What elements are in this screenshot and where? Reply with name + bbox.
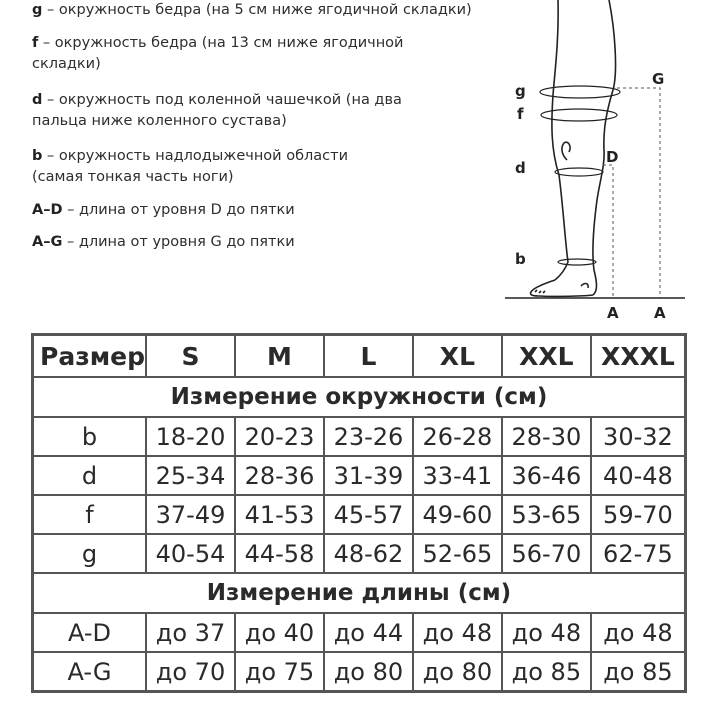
table-cell: 59-70: [591, 495, 686, 534]
legend-d: [32, 90, 402, 132]
table-cell: 20-23: [235, 417, 324, 456]
table-cell: 28-30: [502, 417, 591, 456]
table-cell: 36-46: [502, 456, 591, 495]
leg-diagram: [505, 0, 720, 325]
legend-key: A–D: [32, 202, 63, 218]
row-label: f: [33, 495, 147, 534]
legend-text-cont: пальца ниже коленного сустава): [32, 113, 287, 129]
table-cell: 53-65: [502, 495, 591, 534]
ring-b: [558, 259, 596, 265]
leg-outline: [530, 0, 615, 296]
ring-d: [555, 168, 603, 176]
diagram-labels: [515, 70, 666, 322]
guide-lines: [603, 88, 660, 298]
row-label: g: [33, 534, 147, 573]
table-cell: 31-39: [324, 456, 413, 495]
table-cell: до 37: [146, 613, 235, 652]
row-label: A-G: [33, 652, 147, 692]
legend-text: – длина от уровня G до пятки: [66, 234, 295, 250]
table-cell: 48-62: [324, 534, 413, 573]
table-cell: 26-28: [413, 417, 502, 456]
legend-g: [32, 0, 472, 21]
header-cell: L: [324, 335, 413, 378]
table-row: [33, 417, 686, 456]
size-table: [31, 333, 687, 693]
table-cell: до 70: [146, 652, 235, 692]
table-cell: до 40: [235, 613, 324, 652]
table-cell: 33-41: [413, 456, 502, 495]
table-cell: до 48: [413, 613, 502, 652]
label-A2: A: [654, 304, 666, 322]
table-cell: 45-57: [324, 495, 413, 534]
legend-text: – окружность надлодыжечной области: [47, 148, 349, 164]
legend-key: g: [32, 2, 43, 18]
table-row: [33, 456, 686, 495]
legend-ad: [32, 200, 295, 221]
header-cell: XL: [413, 335, 502, 378]
table-cell: 28-36: [235, 456, 324, 495]
label-f: f: [517, 105, 524, 123]
table-cell: 52-65: [413, 534, 502, 573]
table-cell: 30-32: [591, 417, 686, 456]
legend-key: A–G: [32, 234, 63, 250]
section-title-length: Измерение длины (см): [33, 573, 686, 613]
label-d: d: [515, 159, 526, 177]
legend-text: – длина от уровня D до пятки: [67, 202, 295, 218]
legend-b: [32, 146, 348, 188]
table-cell: до 85: [502, 652, 591, 692]
row-label: b: [33, 417, 147, 456]
table-cell: 25-34: [146, 456, 235, 495]
table-cell: до 48: [591, 613, 686, 652]
label-b: b: [515, 250, 526, 268]
header-cell: Размер: [33, 335, 147, 378]
header-cell: S: [146, 335, 235, 378]
row-label: d: [33, 456, 147, 495]
table-cell: до 44: [324, 613, 413, 652]
table-cell: 56-70: [502, 534, 591, 573]
legend-key: d: [32, 92, 43, 108]
table-cell: 37-49: [146, 495, 235, 534]
table-header-row: [33, 335, 686, 378]
table-row: [33, 534, 686, 573]
label-A1: A: [607, 304, 619, 322]
legend-f: [32, 33, 403, 75]
table-cell: до 75: [235, 652, 324, 692]
table-cell: 23-26: [324, 417, 413, 456]
legend-text: – окружность бедра (на 5 см ниже ягодичной складки): [47, 2, 472, 18]
legend-ag: [32, 232, 295, 253]
table-cell: 41-53: [235, 495, 324, 534]
label-D: D: [606, 148, 619, 166]
table-row: [33, 495, 686, 534]
table-cell: до 80: [324, 652, 413, 692]
table-cell: до 85: [591, 652, 686, 692]
table-cell: до 80: [413, 652, 502, 692]
legend-text-cont: складки): [32, 56, 101, 72]
section-row: [33, 377, 686, 417]
table-cell: 44-58: [235, 534, 324, 573]
legend-key: b: [32, 148, 43, 164]
header-cell: XXXL: [591, 335, 686, 378]
section-row: [33, 573, 686, 613]
table-row: [33, 613, 686, 652]
header-cell: XXL: [502, 335, 591, 378]
label-G: G: [652, 70, 665, 88]
table-cell: 40-48: [591, 456, 686, 495]
table-cell: до 48: [502, 613, 591, 652]
table-row: [33, 652, 686, 692]
header-cell: M: [235, 335, 324, 378]
legend-text: – окружность под коленной чашечкой (на два: [47, 92, 402, 108]
legend-text-cont: (самая тонкая часть ноги): [32, 169, 234, 185]
row-label: A-D: [33, 613, 147, 652]
label-g: g: [515, 82, 526, 100]
section-title-circumference: Измерение окружности (см): [33, 377, 686, 417]
ring-g: [540, 86, 620, 98]
table-cell: 62-75: [591, 534, 686, 573]
table-cell: 40-54: [146, 534, 235, 573]
table-cell: 49-60: [413, 495, 502, 534]
legend-key: f: [32, 35, 39, 51]
table-cell: 18-20: [146, 417, 235, 456]
legend-text: – окружность бедра (на 13 см ниже ягодичной: [42, 35, 404, 51]
